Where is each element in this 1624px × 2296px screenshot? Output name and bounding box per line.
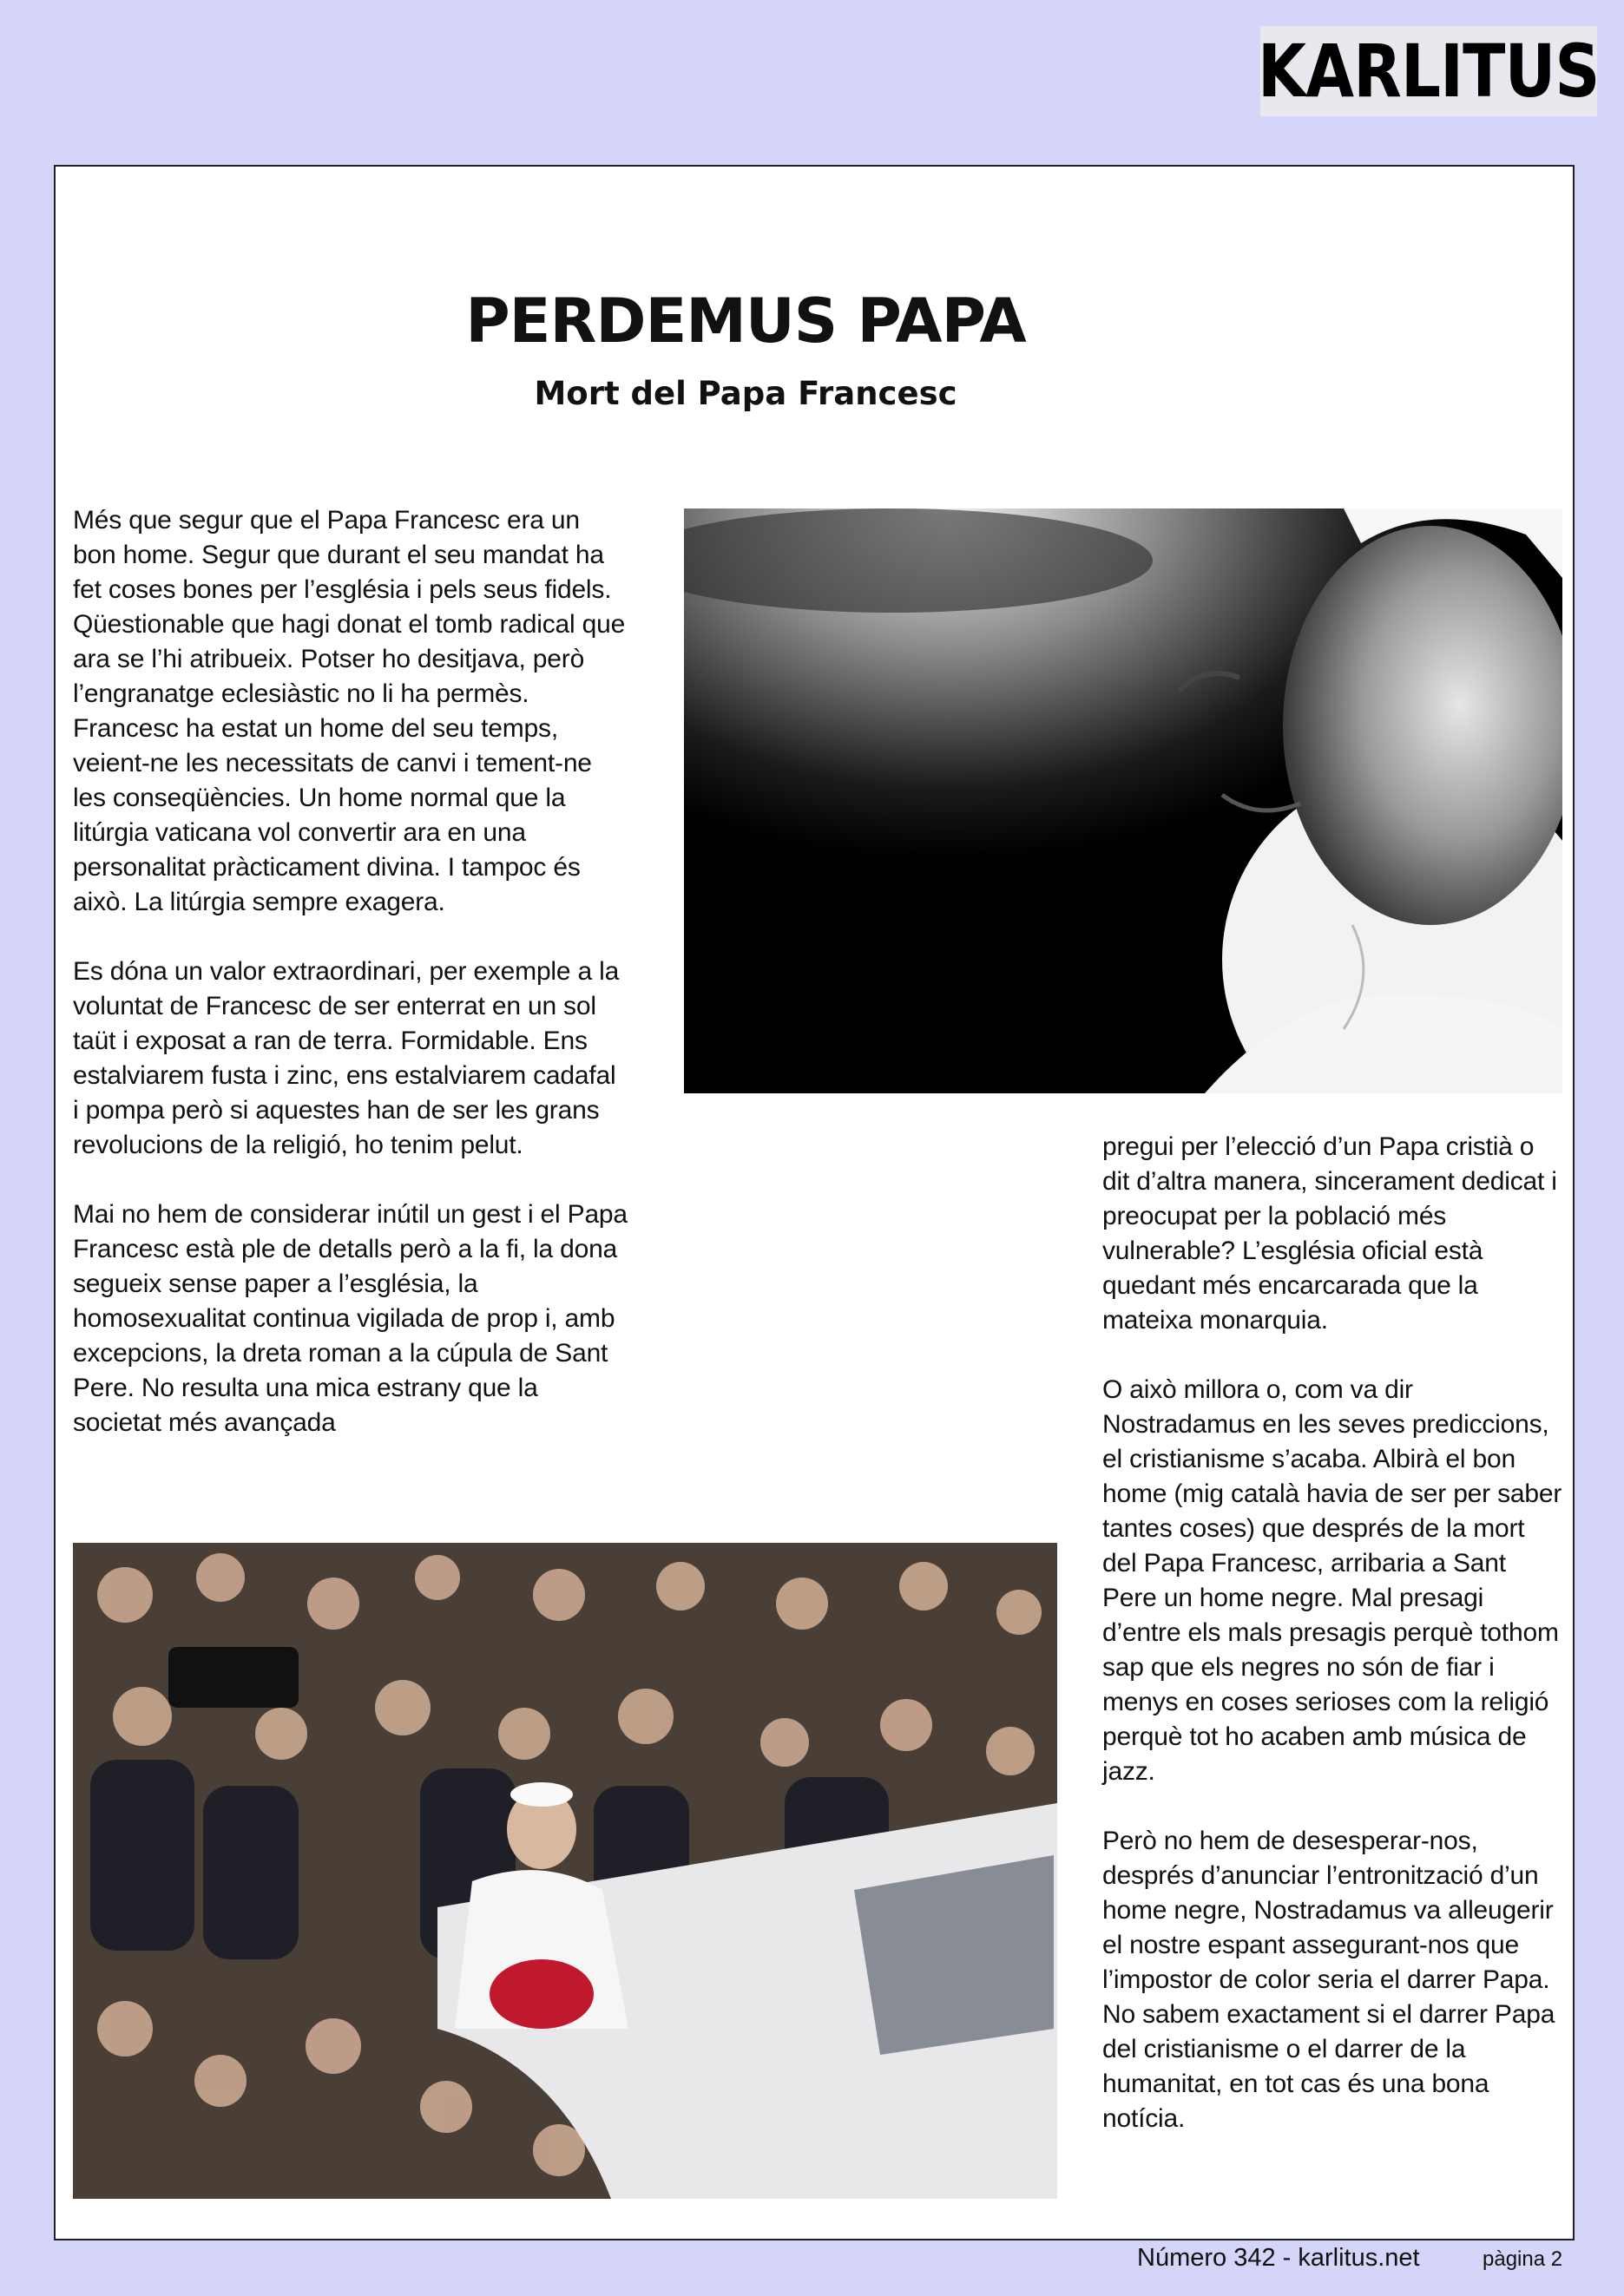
- brand-name: KARLITUS: [1258, 29, 1600, 114]
- masthead-logo: [1258, 26, 1600, 116]
- portrait-illustration: [684, 508, 1562, 1093]
- paragraph: pregui per l’elecció d’un Papa cristià o dit d’altra manera, sincerament dedicat i preocupat per la població més vulnerable? L’església oficial està quedant més encarcarada que la mateixa monarquia.: [1102, 1132, 1557, 1335]
- article-panel: [54, 165, 1575, 2240]
- left-column: [73, 503, 628, 1440]
- paragraph: Es dóna un valor extraordinari, per exemple a la voluntat de Francesc de ser enterrat en un sol taüt i exposat a ran de terra. Formidable. Ens estalviarem fusta i zinc, ens estalviarem cadafal i pompa però si aquestes han de ser les grans revolucions de la religió, ho tenim pelut.: [73, 957, 620, 1159]
- article-subtitle: Mort del Papa Francesc: [534, 375, 957, 412]
- crowd-popemobile-photo: [73, 1543, 1057, 2199]
- pope-portrait-photo: [684, 508, 1562, 1093]
- paragraph: O això millora o, com va dir Nostradamus en les seves prediccions, el cristianisme s’acaba. Albirà el bon home (mig català havia de ser per saber tantes coses) que després de la mort del Papa Francesc, arribaria a Sant Pere un home negre. Mal presagi d’entre els mals presagis perquè tothom sap que els negres no són de fiar i menys en coses serioses com la religió perquè tot ho acaben amb música de jazz.: [1102, 1375, 1562, 1786]
- article-title: PERDEMUS PAPA: [465, 285, 1026, 357]
- paragraph: Més que segur que el Papa Francesc era un bon home. Segur que durant el seu mandat ha fet coses bones per l’església i pels seus fidels. Qüestionable que hagi donat el tomb radical que ara se l’hi atribueix. Potser ho desitjava, però l’engranatge eclesiàstic no li ha permès. Francesc ha estat un home del seu temps, veient-ne les necessitats de canvi i tement-ne les conseqüències. Un home normal que la litúrgia vaticana vol convertir ara en una personalitat pràcticament divina. I tampoc és això. La litúrgia sempre exagera.: [73, 506, 626, 916]
- crowd-illustration: [73, 1543, 1057, 2199]
- right-column: [1102, 1130, 1562, 2136]
- paragraph: Però no hem de desesperar-nos, després d’anunciar l’entronització d’un home negre, Nostradamus va alleugerir el nostre espant assegurant-nos que l’impostor de color seria el darrer Papa. No sabem exactament si el darrer Papa del cristianisme o el darrer de la humanitat, en tot cas és una bona notícia.: [1102, 1827, 1555, 2133]
- page-number: pàgina 2: [1483, 2247, 1563, 2271]
- paragraph: Mai no hem de considerar inútil un gest i el Papa Francesc està ple de detalls però a la fi, la dona segueix sense paper a l’església, la homosexualitat continua vigilada de prop i, amb excepcions, la dreta roman a la cúpula de Sant Pere. No resulta una mica estrany que la societat més avançada: [73, 1200, 628, 1437]
- issue-footer: Número 342 - karlitus.net: [1137, 2244, 1420, 2272]
